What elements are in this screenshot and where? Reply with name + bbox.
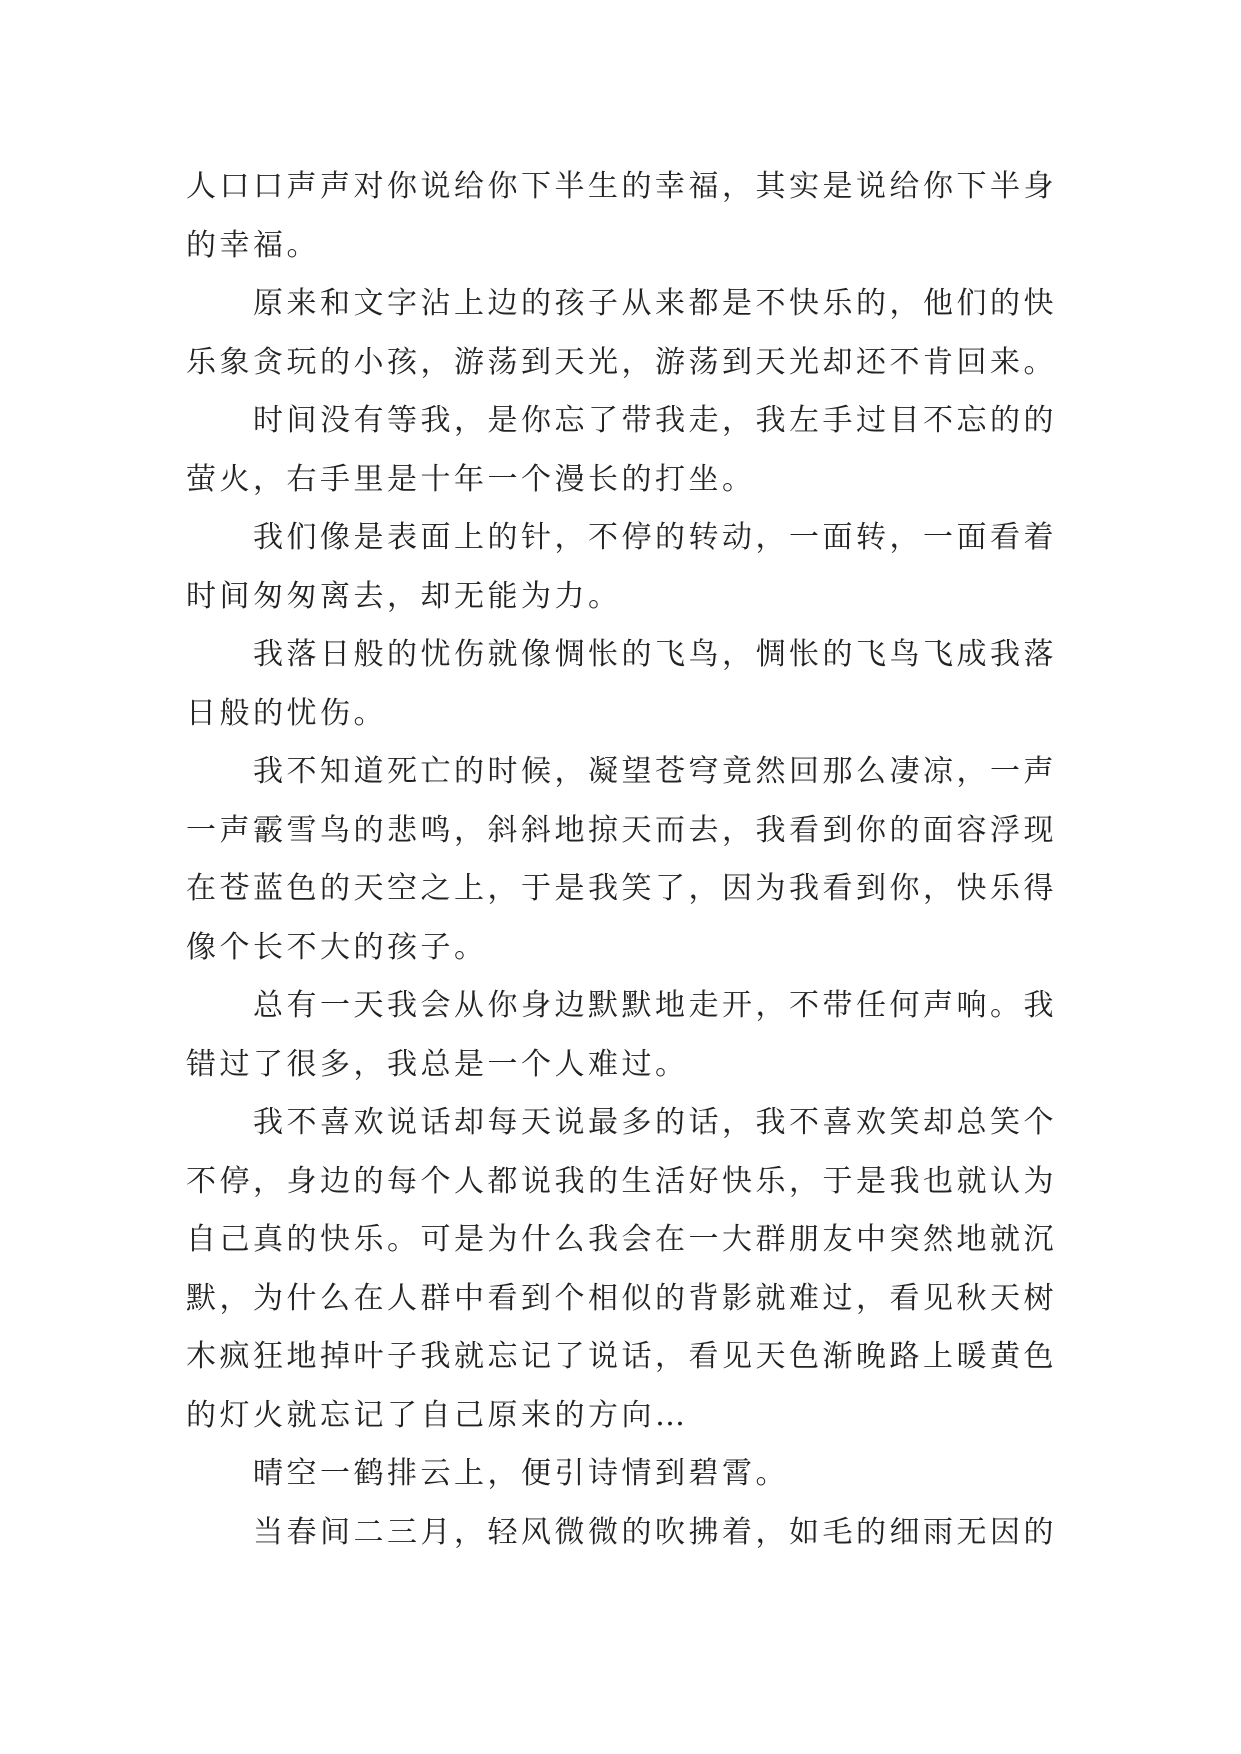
paragraph: 时间没有等我，是你忘了带我走，我左手过目不忘的的萤火，右手里是十年一个漫长的打坐。 (186, 403, 1057, 497)
document-body (186, 158, 1066, 1562)
paragraph: 人口口声声对你说给你下半生的幸福，其实是说给你下半身的幸福。 (186, 169, 1057, 263)
paragraph: 原来和文字沾上边的孩子从来都是不快乐的，他们的快乐象贪玩的小孩，游荡到天光，游荡到天光却还不肯回来。 (186, 286, 1057, 380)
paragraph: 我落日般的忧伤就像惆怅的飞鸟，惆怅的飞鸟飞成我落日般的忧伤。 (186, 637, 1057, 731)
paragraph: 我们像是表面上的针，不停的转动，一面转，一面看着时间匆匆离去，却无能为力。 (186, 520, 1057, 614)
paragraph: 我不喜欢说话却每天说最多的话，我不喜欢笑却总笑个不停，身边的每个人都说我的生活好快乐，于是我也就认为自己真的快乐。可是为什么我会在一大群朋友中突然地就沉默，为什么在人群中看到个相似的背影就难过，看见秋天树木疯狂地掉叶子我就忘记了说话，看见天色渐晚路上暖黄色的灯火就忘记了自己原来的方向… (186, 1105, 1057, 1433)
paragraph: 我不知道死亡的时候，凝望苍穹竟然回那么凄凉，一声一声霰雪鸟的悲鸣，斜斜地掠天而去，我看到你的面容浮现在苍蓝色的天空之上，于是我笑了，因为我看到你，快乐得像个长不大的孩子。 (186, 754, 1057, 965)
paragraph: 总有一天我会从你身边默默地走开，不带任何声响。我错过了很多，我总是一个人难过。 (186, 988, 1057, 1082)
paragraph: 晴空一鹤排云上，便引诗情到碧霄。 (186, 1456, 789, 1491)
paragraph: 当春间二三月，轻风微微的吹拂着，如毛的细雨无因的 (186, 1514, 1057, 1550)
